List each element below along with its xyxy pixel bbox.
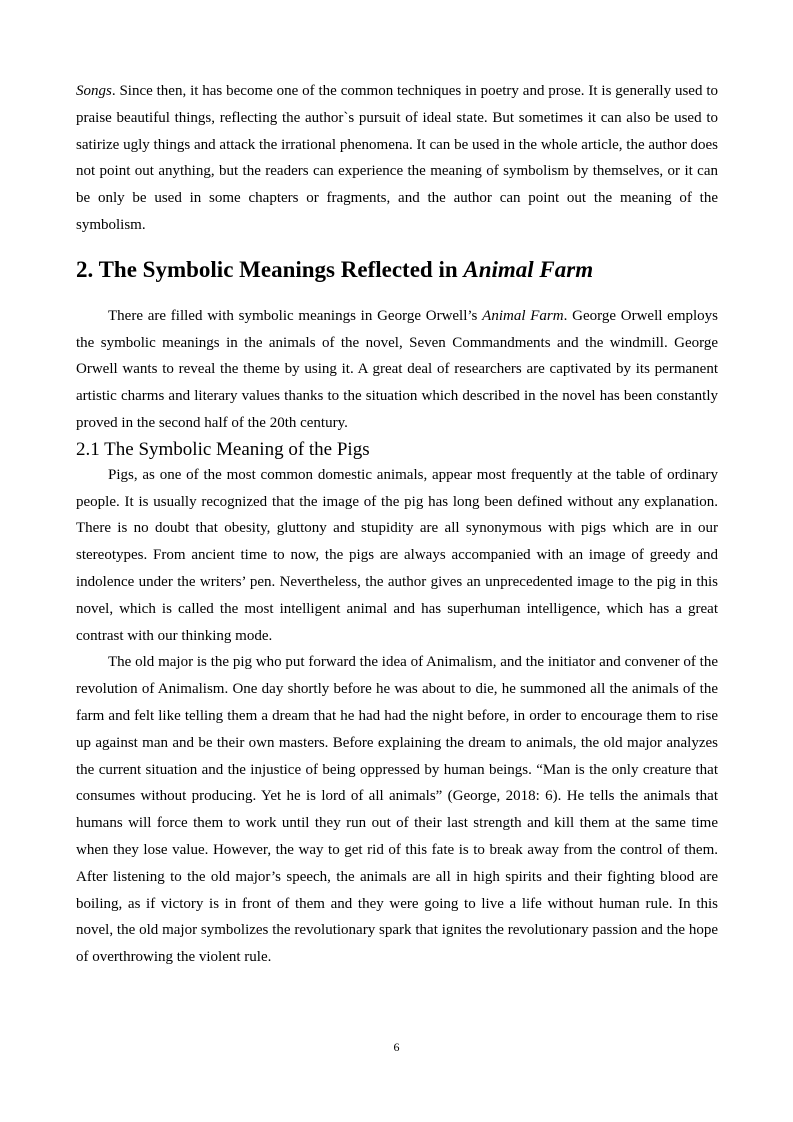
subsection-heading-2-1: 2.1 The Symbolic Meaning of the Pigs — [76, 438, 370, 460]
page-body — [76, 78, 718, 971]
paragraph-section2-intro: There are filled with symbolic meanings in George Orwell’s Animal Farm. George Orwell employs the symbolic meanings in the animals of the novel, Seven Commandments and the windmill. George Orwell wants to reveal the theme by using it. A great deal of researchers are captivated by its permanent artistic charms and literary values thanks to the situation which described in the novel has been constantly proved in the second half of the 20th century. — [76, 307, 719, 431]
title-songs: Songs — [76, 83, 112, 99]
title-animal-farm-inline: Animal Farm — [482, 307, 564, 324]
paragraph-text: . Since then, it has become one of the common techniques in poetry and prose. It is generally used to praise beautiful things, reflecting the author`s pursuit of ideal state. But sometimes it can also be used to satirize ugly things and attack the irrational phenomena. It can be used in the whole article, the author does not point out anything, but the readers can experience the meaning of symbolism by themselves, or it can be only be used in some chapters or fragments, and the author can point out the meaning of the symbolism. — [76, 83, 718, 233]
page-number: 6 — [393, 1040, 400, 1054]
paragraph-pigs-image: Pigs, as one of the most common domestic animals, appear most frequently at the table of ordinary people. It is usually recognized that the image of the pig has long been defined without any explanation. There is no doubt that obesity, gluttony and stupidity are all synonymous with pigs which are in our stereotypes. From ancient time to now, the pigs are always accompanied with an image of greedy and indolence under the writers’ pen. Nevertheless, the author gives an unprecedented image to the pig in this novel, which is called the most intelligent animal and has superhuman intelligence, which has a great contrast with our thinking mode. — [76, 466, 718, 644]
section-heading-2: 2. The Symbolic Meanings Reflected in Animal Farm — [76, 256, 594, 282]
paragraph-symbolism-intro — [76, 78, 718, 239]
paragraph-old-major: The old major is the pig who put forward the idea of Animalism, and the initiator and convener of the revolution of Animalism. One day shortly before he was about to die, he summoned all the animals of the farm and felt like telling them a dream that he had had the night before, in order to encourage them to rise up against man and be their own masters. Before explaining the dream to animals, the old major analyzes the current situation and the injustice of being oppressed by human beings. “Man is the only creature that consumes without producing. Yet he is lord of all animals” (George, 2018: 6). He tells the animals that humans will force them to work until they run out of their last strength and kill them at the same time when they lose value. However, the way to get rid of this fate is to break away from the control of them. After listening to the old major’s speech, the animals are all in high spirits and their fighting blood are boiling, as if victory is in front of them and they were going to live a life without human rule. In this novel, the old major symbolizes the revolutionary spark that ignites the revolutionary passion and the hope of overthrowing the violent rule. — [76, 654, 718, 966]
title-animal-farm: Animal Farm — [463, 256, 594, 282]
